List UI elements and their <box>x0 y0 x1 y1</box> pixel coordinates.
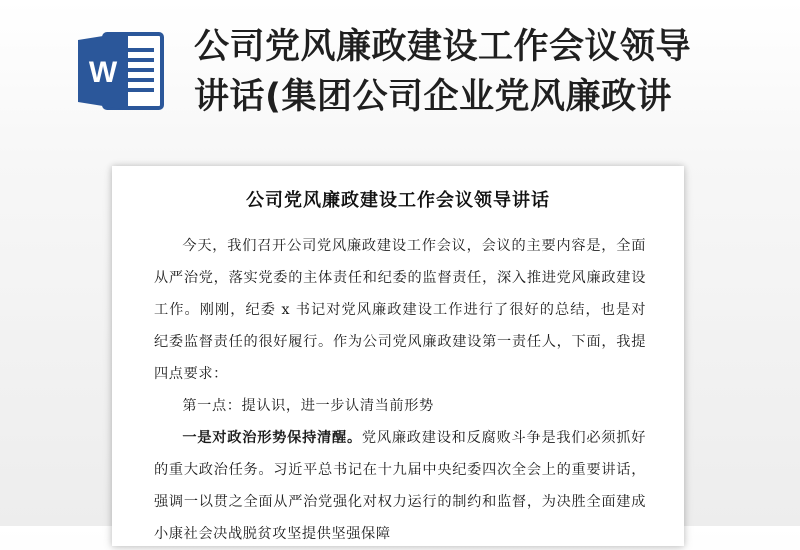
document-title: 公司党风廉政建设工作会议领导讲话 <box>246 190 550 211</box>
document-page <box>112 166 684 546</box>
paragraph-intro: 今天，我们召开公司党风廉政建设工作会议，会议的主要内容是，全面从严治党，落实党委的主体责任和纪委的监督责任，深入推进党风廉政建设工作。刚刚，纪委 x 书记对党风廉政建设工作进行了很好的总结，也是对纪委监督责任的很好履行。作为公司党风廉政建设第一责任人，下面，我提四点要求： <box>154 238 646 382</box>
header-banner <box>0 0 800 150</box>
document-body <box>154 230 646 550</box>
word-icon <box>74 30 168 112</box>
paragraph-text: 党风廉政建设和反腐败斗争是我们必须抓好的重大政治任务。习近平总书记在十九届中央纪委四次全会上的重要讲话，强调一以贯之全面从严治党强化对权力运行的制约和监督，为决胜全面建成小康社会决战脱贫攻坚提供坚强保障 <box>154 430 646 542</box>
header-title: 公司党风廉政建设工作会议领导 讲话(集团公司企业党风廉政讲 <box>194 27 692 117</box>
paragraph-political-situation <box>154 422 646 550</box>
section-heading: 第一点：提认识，进一步认清当前形势 <box>182 398 434 414</box>
paragraph-lead-bold: 一是对政治形势保持清醒。 <box>182 430 362 446</box>
svg-text:W: W <box>88 56 118 89</box>
